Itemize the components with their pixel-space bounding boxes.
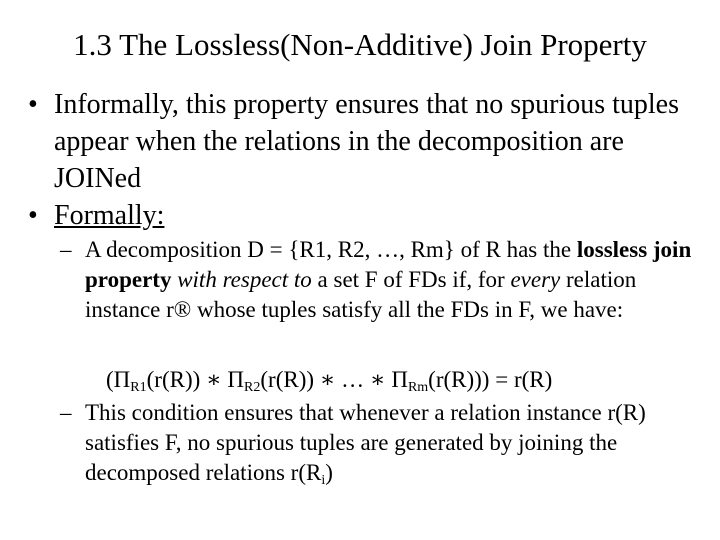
condition-text: This condition ensures that whenever a relation instance r(R) satisfies F, no spurious tuples are generated by joining the decomposed relations r(R <box>85 400 646 485</box>
decomp-text-4: relation instance r® whose tuples satisfy all the FDs in F, we have: <box>85 267 637 322</box>
formula-sub-r1: R1 <box>130 380 147 395</box>
bullet-dot: • <box>28 200 38 231</box>
decomp-text-1: A decomposition D = {R1, R2, …, Rm} of R has the <box>85 237 577 262</box>
join-star-symbol: ∗ <box>369 367 386 392</box>
every-italic: every <box>510 267 561 292</box>
condition-close-paren: ) <box>325 460 333 485</box>
with-respect-to-italic: with respect to <box>177 267 312 292</box>
bullet-formally <box>28 197 698 234</box>
subpoint-condition <box>60 398 710 496</box>
pi-symbol: Π <box>113 367 131 392</box>
subpoint-decomposition-text <box>85 235 710 325</box>
subpoint-condition-text <box>85 398 710 496</box>
bullet-informally-text: Informally, this property ensures that no spurious tuples appear when the relations in the decomposition are JOINed <box>54 89 679 194</box>
bullet-dot: • <box>28 89 38 120</box>
decomp-text-3: a set F of FDs if, for <box>311 267 511 292</box>
formula-open-paren: ( <box>106 367 114 392</box>
lossless-join-bold: lossless join property <box>85 237 692 292</box>
formula-ellipsis: … <box>341 367 365 392</box>
bullet-informally <box>28 86 698 197</box>
sub-dash: – <box>60 400 72 425</box>
formula-arg-1: (r(R)) <box>146 367 207 392</box>
subpoint-decomposition <box>60 235 710 325</box>
condition-subscript-i: i <box>321 473 326 488</box>
bullet-formally-text <box>54 197 698 234</box>
formally-underlined: Formally: <box>54 200 165 231</box>
formula-arg-m: (r(R))) = r(R) <box>428 367 553 392</box>
join-star-symbol: ∗ <box>319 367 336 392</box>
formula-sub-r2: R2 <box>244 380 261 395</box>
sub-dash: – <box>60 237 72 262</box>
pi-symbol: Π <box>391 367 408 392</box>
join-star-symbol: ∗ <box>206 367 222 392</box>
slide-title: 1.3 The Lossless(Non-Additive) Join Property <box>73 27 647 62</box>
formula-sub-rm: Rm <box>407 380 429 395</box>
formula-arg-2: (r(R)) <box>260 367 320 392</box>
pi-symbol: Π <box>227 367 245 392</box>
